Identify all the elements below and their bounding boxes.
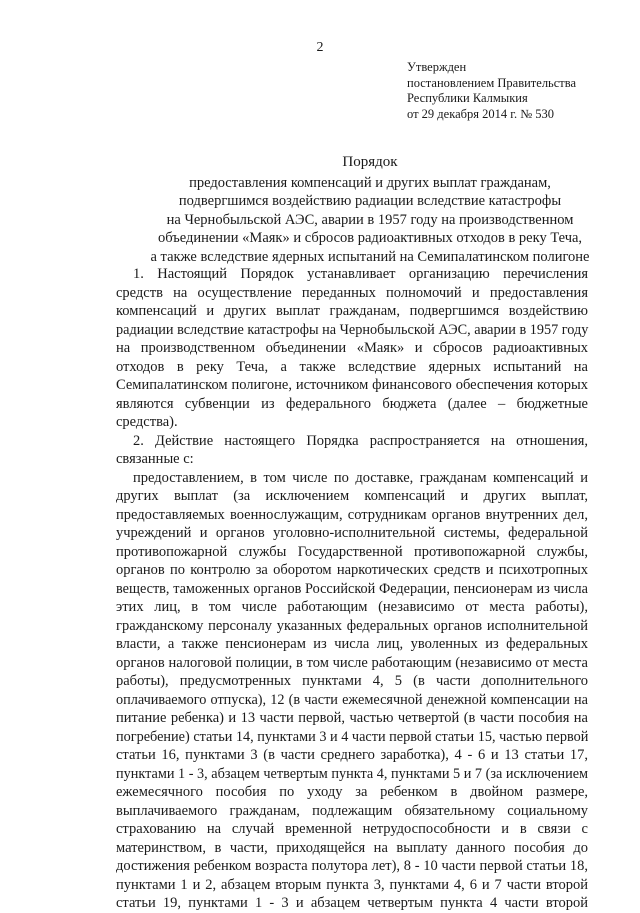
paragraph-3-line: материнством, в части, приходящейся на выплату данного пособия до	[116, 839, 588, 856]
subtitle-line: на Чернобыльской АЭС, аварии в 1957 году на производственном	[166, 211, 574, 228]
paragraph-3-line: веществ, таможенных органов Российской Федерации, пенсионерам из числа	[116, 580, 588, 597]
paragraph-3-line: предоставлением, в том числе по доставке, гражданам компенсаций и	[133, 469, 588, 486]
page-number: 2	[316, 40, 324, 55]
paragraph-3-line: органов по контролю за оборотом наркотических средств и психотропных	[116, 562, 588, 578]
subtitle-line: объединении «Маяк» и сбросов радиоактивных отходов в реку Теча,	[157, 230, 583, 247]
paragraph-3-line: пунктами 1 - 3, абзацем четвертым пункта 4, пунктами 5 и 7 (за исключением	[116, 765, 589, 782]
paragraph-1-line: Семипалатинском полигоне, источником финансового обеспечения которых	[116, 377, 588, 393]
subtitle-line: а также вследствие ядерных испытаний на Семипалатинском полигоне	[150, 248, 590, 265]
paragraph-3-line: предоставляемых военнослужащим, сотрудникам органов внутренних дел,	[116, 506, 588, 523]
paragraph-3-line: учреждений и органов уголовно-исполнительной системы, федеральной	[116, 525, 588, 541]
paragraph-1-line: являются субвенции из федерального бюджета (далее – бюджетные	[116, 395, 588, 412]
paragraph-1-line: средства).	[116, 414, 178, 430]
paragraph-3-line: работы), предусмотренных пунктами 4, 5 (в части дополнительного	[116, 673, 588, 689]
paragraph-3-line: ежемесячного пособия по уходу за ребенком в двойном размере,	[116, 784, 588, 800]
paragraph-3-line: других выплат (за исключением компенсаций и других выплат,	[116, 488, 588, 504]
approval-line: постановлением Правительства	[407, 75, 577, 90]
approval-stamp	[407, 60, 632, 122]
paragraph-2-line: 2. Действие настоящего Порядка распространяется на отношения,	[133, 432, 588, 449]
paragraph-3-line: питание ребенка) и 13 части первой, частью четвертой (в части пособия на	[116, 710, 588, 726]
paragraph-3-line: достижения ребенком возраста полутора лет), 8 - 10 части первой статьи 18,	[116, 858, 588, 874]
paragraph-3-line: этих лиц, в том числе работающим (независимо от места работы),	[116, 599, 588, 615]
paragraph-1-line: радиации вследствие катастрофы на Чернобыльской АЭС, аварии в 1957 году	[116, 321, 589, 338]
approval-line: Утвержден	[407, 60, 467, 74]
paragraph-1-line: компенсаций и других выплат гражданам, подвергшимся воздействию	[116, 303, 588, 319]
paragraph-3-line: статьи 19, пунктами 1 - 3 и абзацем четвертым пункта 4 части второй	[116, 895, 588, 911]
approval-line: Республики Калмыкия	[407, 91, 528, 105]
paragraph-1-line: отходов в реку Теча, а также вследствие ядерных испытаний на	[116, 358, 588, 375]
document-body	[116, 265, 588, 913]
paragraph-3-line: выплачиваемого гражданам, подлежащим обязательному социальному	[116, 802, 588, 819]
paragraph-1-line: средств на осуществление переданных полномочий и предоставления	[116, 284, 588, 301]
paragraph-3-line: противопожарной службы Государственной противопожарной службы,	[116, 543, 588, 560]
paragraph-3-line: погребение) статьи 14, пунктами 3 и 4 части первой статьи 15, частью первой	[116, 728, 589, 745]
subtitle-line: подвергшимся воздействию радиации вследствие катастрофы	[178, 193, 562, 210]
paragraph-3-line: гражданскому персоналу указанных федеральных органов исполнительной	[116, 617, 588, 634]
paragraph-2-line: связанные с:	[116, 451, 194, 467]
paragraph-3-line: пунктами 1 и 2, абзацем вторым пункта 3, пунктами 4, 6 и 7 части второй	[116, 876, 588, 893]
paragraph-3-line: органов налоговой полиции, в том числе работающим (независимо от места	[116, 654, 588, 671]
paragraph-1-line: 1. Настоящий Порядок устанавливает организацию перечисления	[133, 266, 588, 282]
document-title: Порядок	[342, 154, 398, 170]
document-subtitle	[70, 174, 640, 266]
paragraph-3-line: страхованию на случай временной нетрудоспособности и в связи с	[116, 821, 588, 837]
paragraph-3-line: статьи 16, пунктами 3 (в части среднего заработка), 4 - 6 и 13 статьи 17,	[116, 747, 588, 763]
paragraph-3-line: оплачиваемого отпуска), 12 (в части ежемесячной денежной компенсации на	[116, 691, 588, 708]
paragraph-1-line: на производственном объединении «Маяк» и сбросов радиоактивных	[116, 340, 588, 356]
approval-line: от 29 декабря 2014 г. № 530	[407, 106, 555, 121]
subtitle-line: предоставления компенсаций и других выплат гражданам,	[189, 175, 551, 191]
paragraph-3-line: власти, а также пенсионерам из числа лиц, уволенных из федеральных	[116, 636, 588, 652]
